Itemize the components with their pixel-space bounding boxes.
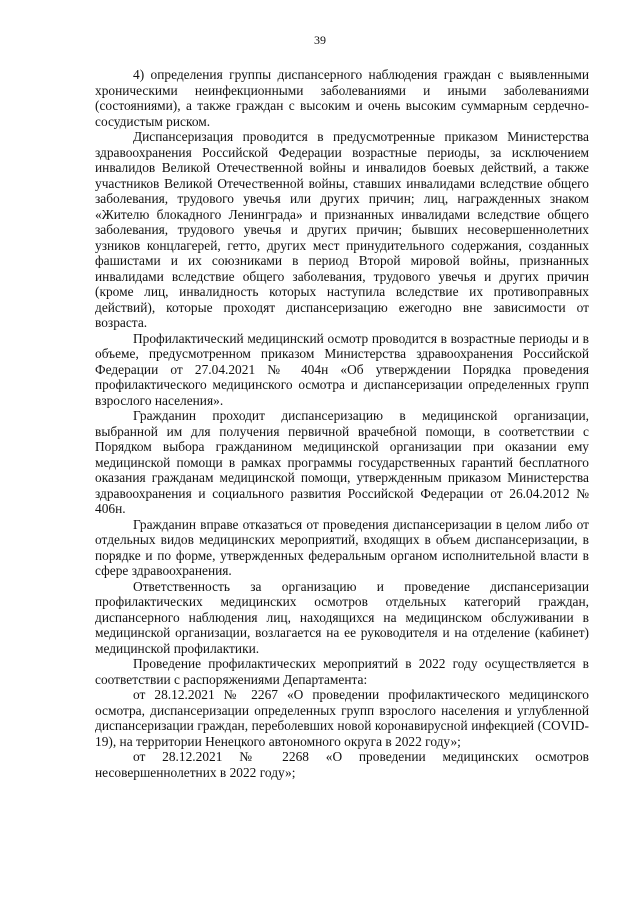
document-body [95, 67, 589, 780]
paragraph-medical-organization: Гражданин проходит диспансеризацию в медицинской организации, выбранной им для получения первичной врачебной помощи, в соответствии с Порядком выбора гражданином медицинской организации при оказании ему медицинской помощи в рамках программы государственных гарантий бесплатного оказания гражданам медицинской помощи, утвержденным приказом Министерства здравоохранения и социального развития Российской Федерации от 26.04.2012 № 406н. [95, 408, 589, 516]
paragraph-right-to-refuse: Гражданин вправе отказаться от проведения диспансеризации в целом либо от отдельных видов медицинских мероприятий, входящих в объем диспансеризации, в порядке и по форме, утвержденных федеральным органом исполнительной власти в сфере здравоохранения. [95, 516, 589, 578]
paragraph-dispensary-group: 4) определения группы диспансерного наблюдения граждан с выявленными хроническими неинфекционными заболеваниями и иными заболеваниями (состояниями), а также граждан с высоким и очень высоким суммарным сердечно-сосудистым риском. [95, 67, 589, 129]
paragraph-preventive-exam: Профилактический медицинский осмотр проводится в возрастные периоды и в объеме, предусмотренном приказом Министерства здравоохранения Российской Федерации от 27.04.2021 № 404н «Об утверждении Порядка проведения профилактического медицинского осмотра и диспансеризации определенных групп взрослого населения». [95, 330, 589, 408]
paragraph-2022-measures: Проведение профилактических мероприятий в 2022 году осуществляется в соответствии с распоряжениями Департамента: [95, 656, 589, 687]
page-number: 39 [314, 33, 326, 47]
paragraph-order-2268: от 28.12.2021 № 2268 «О проведении медицинских осмотров несовершеннолетних в 2022 году»; [95, 749, 589, 780]
paragraph-order-2267: от 28.12.2021 № 2267 «О проведении профилактического медицинского осмотра, диспансеризации определенных групп взрослого населения и углубленной диспансеризации граждан, переболевших новой коронавирусной инфекцией (COVID-19), на территории Ненецкого автономного округа в 2022 году»; [95, 687, 589, 749]
paragraph-dispensarization-periods: Диспансеризация проводится в предусмотренные приказом Министерства здравоохранения Российской Федерации возрастные периоды, за исключением инвалидов Великой Отечественной войны и инвалидов боевых действий, а также участников Великой Отечественной войны, ставших инвалидами вследствие общего заболевания, трудового увечья или других причин; лиц, награжденных знаком «Жителю блокадного Ленинграда» и признанных инвалидами вследствие общего заболевания, трудового увечья и других причин; бывших несовершеннолетних узников концлагерей, гетто, других мест принудительного содержания, созданных фашистами и их союзниками в период Второй мировой войны, признанных инвалидами вследствие общего заболевания, трудового увечья и других причин (кроме лиц, инвалидность которых наступила вследствие их противоправных действий), которые проходят диспансеризацию ежегодно вне зависимости от возраста. [95, 129, 589, 330]
paragraph-responsibility: Ответственность за организацию и проведение диспансеризации профилактических медицинских осмотров отдельных категорий граждан, диспансерного наблюдения лиц, находящихся на медицинском обслуживании в медицинской организации, возлагается на ее руководителя и на отделение (кабинет) медицинской профилактики. [95, 578, 589, 656]
